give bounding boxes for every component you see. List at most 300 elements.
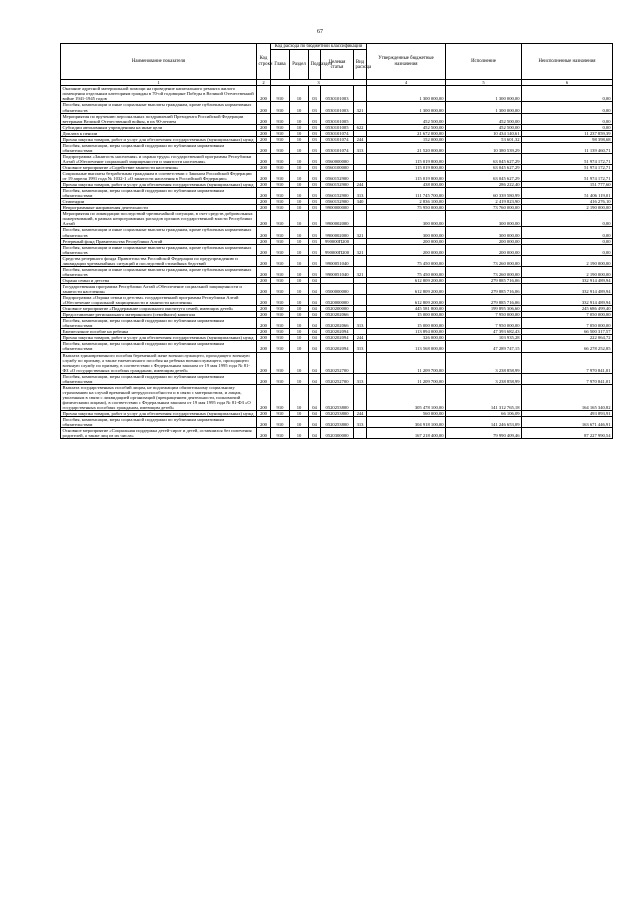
row-expense-type: 321 [354,244,367,255]
row-executed: 53 601,32 [446,136,522,142]
row-unexecuted: 11 237 859,39 [522,130,613,136]
row-subsection: 04 [309,411,321,417]
row-line-code: 200 [257,227,271,238]
row-approved: 115 019 800,00 [367,153,446,164]
row-approved: 1 300 000,00 [367,86,446,102]
row-expense-type [354,428,367,439]
row-line-code: 200 [257,102,271,113]
row-name: Пособия, компенсации, меры социальной поддержки по публичным нормативным обязательствам [61,373,257,384]
row-chapter: 910 [271,227,290,238]
row-subsection: 03 [309,182,321,188]
row-target: 0500000000 [321,283,354,294]
row-name: Ежемесячное пособие на ребенка [61,329,257,335]
table-row [61,102,613,113]
row-unexecuted: 51 974 172,71 [522,164,613,170]
row-line-code: 200 [257,86,271,102]
header-section: Раздел [290,50,309,80]
row-executed: 73 760 000,00 [446,205,522,211]
row-target: 0520202094 [321,329,354,335]
table-row [61,153,613,164]
row-section: 10 [290,182,309,188]
row-target: 0530101074 [321,142,354,153]
row-subsection: 04 [309,417,321,428]
row-expense-type: 244 [354,335,367,341]
column-number: 1 [61,80,257,86]
row-approved: 11 209 700,00 [367,352,446,373]
row-subsection: 03 [309,266,321,277]
row-executed: 300 000,00 [446,227,522,238]
row-unexecuted: 98 398,68 [522,136,613,142]
row-line-code: 200 [257,153,271,164]
row-name: Пособия, компенсации и иные социальные выплаты гражданам, кроме публичных нормативных обязательств [61,102,257,113]
row-executed: 452 500,00 [446,113,522,124]
table-row [61,428,613,439]
row-section: 10 [290,312,309,318]
row-chapter: 910 [271,329,290,335]
row-approved: 560 000,00 [367,411,446,417]
column-number: 4 [367,80,446,86]
table-row [61,417,613,428]
row-approved: 75 450 000,00 [367,266,446,277]
row-subsection: 03 [309,199,321,205]
row-section: 10 [290,277,309,283]
table-row [61,283,613,294]
row-chapter: 910 [271,318,290,329]
row-section: 10 [290,318,309,329]
row-section: 10 [290,384,309,410]
row-approved: 304 918 100,00 [367,417,446,428]
row-line-code: 200 [257,113,271,124]
row-target: 0560152900 [321,199,354,205]
table-row [61,188,613,199]
row-unexecuted: 7 050 000,00 [522,312,613,318]
row-name: Доплата к пенсии [61,130,257,136]
row-target: 0530101003 [321,86,354,102]
row-section: 10 [290,428,309,439]
row-subsection: 03 [309,124,321,130]
row-unexecuted: 222 064,72 [522,335,613,341]
row-line-code: 200 [257,417,271,428]
row-subsection: 03 [309,238,321,244]
row-target: 9900051040 [321,255,354,266]
row-chapter: 910 [271,417,290,428]
row-line-code: 200 [257,238,271,244]
row-target: 0560152900 [321,188,354,199]
row-line-code: 200 [257,182,271,188]
row-executed: 3 238 858,99 [446,352,522,373]
column-number: 5 [446,80,522,86]
row-target: 0560152900 [321,171,354,182]
row-chapter: 910 [271,171,290,182]
row-executed: 47 289 747,15 [446,341,522,352]
row-line-code: 200 [257,136,271,142]
row-section: 10 [290,102,309,113]
row-line-code: 200 [257,188,271,199]
row-section: 10 [290,199,309,205]
row-expense-type [354,255,367,266]
row-target: 0520202066 [321,312,354,318]
row-chapter: 910 [271,428,290,439]
row-expense-type: 321 [354,266,367,277]
row-subsection: 04 [309,295,321,306]
row-line-code: 200 [257,277,271,283]
row-chapter: 910 [271,411,290,417]
row-line-code: 200 [257,244,271,255]
row-target: 0530101003 [321,102,354,113]
table-row [61,113,613,124]
row-chapter: 910 [271,211,290,227]
row-line-code: 200 [257,373,271,384]
row-approved: 612 809 200,00 [367,277,446,283]
row-approved: 300 000,00 [367,227,446,238]
row-line-code: 200 [257,205,271,211]
header-target: Целевая статья [321,50,354,80]
row-expense-type: 313 [354,373,367,384]
row-chapter: 910 [271,86,290,102]
row-subsection: 04 [309,283,321,294]
row-expense-type: 313 [354,417,367,428]
header-executed: Исполнение [446,44,522,80]
row-expense-type: 244 [354,182,367,188]
row-chapter: 910 [271,142,290,153]
row-unexecuted: 0,00 [522,102,613,113]
row-executed: 3 238 858,99 [446,373,522,384]
row-unexecuted: 51 974 172,71 [522,153,613,164]
row-unexecuted: 332 914 489,94 [522,295,613,306]
row-subsection: 03 [309,136,321,142]
row-executed: 199 895 306,60 [446,306,522,312]
row-approved: 113 568 000,00 [367,341,446,352]
row-section: 10 [290,306,309,312]
row-chapter: 910 [271,283,290,294]
table-row [61,295,613,306]
row-unexecuted: 0,00 [522,238,613,244]
row-unexecuted: 0,00 [522,124,613,130]
row-target: 990000П200 [321,244,354,255]
row-approved: 305 478 100,00 [367,384,446,410]
row-chapter: 910 [271,352,290,373]
row-executed: 2 419 823,90 [446,199,522,205]
row-line-code: 200 [257,266,271,277]
row-target: 0520000000 [321,295,354,306]
row-expense-type: 313 [354,142,367,153]
row-target: 9900051040 [321,266,354,277]
row-name: Непрограммные направления деятельности [61,205,257,211]
row-executed: 47 393 682,43 [446,329,522,335]
row-expense-type: 313 [354,188,367,199]
row-expense-type [354,384,367,410]
row-name: Прочая закупка товаров, работ и услуг для обеспечения государственных (муниципальных) нужд [61,335,257,341]
row-unexecuted: 163 671 446,91 [522,417,613,428]
row-name: Выплата единовременного пособия беременной жене военнослужащего, проходящего военную службу по призыву, а также ежемесячного пособия на ребенка военнослужащего, проходящего военную службу по призыву, в соответствии с Федеральным законом от 19 мая 1995 года № 81-ФЗ «О государственных пособиях гражданам, имеющим детей» [61,352,257,373]
row-subsection: 03 [309,244,321,255]
row-chapter: 910 [271,199,290,205]
row-target: 0520252700 [321,352,354,373]
row-name: Пособия, компенсации и иные социальные выплаты гражданам, кроме публичных нормативных обязательств [61,244,257,255]
row-section: 10 [290,373,309,384]
row-approved: 300 000,00 [367,211,446,227]
row-approved: 115 019 800,00 [367,171,446,182]
row-section: 10 [290,124,309,130]
row-unexecuted: 0,00 [522,227,613,238]
row-chapter: 910 [271,312,290,318]
row-unexecuted: 66 278 252,85 [522,341,613,352]
row-unexecuted: 332 914 489,94 [522,283,613,294]
row-chapter: 910 [271,255,290,266]
table-row [61,244,613,255]
row-unexecuted: 2 190 000,00 [522,255,613,266]
row-target: 0520253800 [321,411,354,417]
row-target: 0530101074 [321,130,354,136]
row-executed: 279 885 716,06 [446,277,522,283]
row-line-code: 200 [257,335,271,341]
row-target: 0520202066 [321,318,354,329]
row-line-code: 200 [257,124,271,130]
row-executed: 63 045 627,29 [446,153,522,164]
row-executed: 7 950 000,00 [446,312,522,318]
row-target: 0520202094 [321,341,354,352]
row-section: 10 [290,205,309,211]
row-unexecuted: 2 190 000,00 [522,205,613,211]
row-unexecuted: 51 406 119,01 [522,188,613,199]
row-executed: 66 106,09 [446,411,522,417]
row-chapter: 910 [271,182,290,188]
header-expense-type: Вид расхода [354,50,367,80]
row-chapter: 910 [271,130,290,136]
row-expense-type [354,211,367,227]
row-expense-type [354,283,367,294]
row-section: 10 [290,130,309,136]
row-subsection: 04 [309,384,321,410]
row-unexecuted: 332 914 489,94 [522,277,613,283]
row-approved: 445 581 800,00 [367,306,446,312]
row-chapter: 910 [271,373,290,384]
row-section: 10 [290,244,309,255]
column-number: 6 [522,80,613,86]
row-name: Подпрограмма «Занятость населения» и охрана труда» государственной программы Республики Алтай «Обеспечение социальной защищенности и занятости населения» [61,153,257,164]
table-row [61,227,613,238]
row-approved: 452 500,00 [367,124,446,130]
row-approved: 152 000,00 [367,136,446,142]
row-executed: 1 300 000,00 [446,86,522,102]
header-name: Наименование показателя [61,44,257,80]
row-executed: 63 045 627,29 [446,171,522,182]
row-approved: 200 000,00 [367,244,446,255]
row-expense-type: 313 [354,318,367,329]
row-unexecuted: 66 500 317,57 [522,329,613,335]
table-row [61,266,613,277]
row-approved: 612 809 200,00 [367,295,446,306]
row-chapter: 910 [271,205,290,211]
row-name: Прочая закупка товаров, работ и услуг для обеспечения государственных (муниципальных) нужд [61,136,257,142]
header-line-code: Код строки [257,44,271,80]
row-chapter: 910 [271,238,290,244]
row-approved: 113 894 000,00 [367,329,446,335]
row-expense-type [354,352,367,373]
table-row [61,142,613,153]
row-approved: 111 745 700,00 [367,188,446,199]
table-row [61,352,613,373]
row-executed: 200 000,00 [446,244,522,255]
row-section: 10 [290,266,309,277]
row-target: 9900002000 [321,211,354,227]
row-chapter: 910 [271,102,290,113]
row-name: Пособия, компенсации, меры социальной поддержки по публичным нормативным обязательствам [61,417,257,428]
row-executed: 10 434 140,61 [446,130,522,136]
row-unexecuted: 7 970 841,01 [522,373,613,384]
row-name: Оказание адресной материальной помощи на проведение капитального ремонта жилого помещения отдельным категориям граждан в 70-ой годовщине Победы в Великой Отечественной войне 1941-1945 годов [61,86,257,102]
row-unexecuted: 0,00 [522,211,613,227]
row-name: Охрана семьи и детства [61,277,257,283]
row-executed: 300 000,00 [446,211,522,227]
row-chapter: 910 [271,113,290,124]
row-executed: 141 312 765,18 [446,384,522,410]
row-name: Предоставление регионального материнского (семейного) капитала [61,312,257,318]
row-approved: 115 019 800,00 [367,164,446,170]
row-unexecuted: 164 165 340,82 [522,384,613,410]
row-chapter: 910 [271,277,290,283]
row-approved: 21 672 000,00 [367,130,446,136]
row-executed: 73 260 000,00 [446,266,522,277]
row-subsection: 03 [309,86,321,102]
row-target: 0560152900 [321,182,354,188]
row-executed: 73 260 000,00 [446,255,522,266]
row-chapter: 910 [271,244,290,255]
row-approved: 612 809 200,00 [367,283,446,294]
row-expense-type: 340 [354,199,367,205]
row-executed: 200 000,00 [446,238,522,244]
row-chapter: 910 [271,384,290,410]
row-line-code: 200 [257,329,271,335]
row-target: 0560000000 [321,153,354,164]
table-row [61,255,613,266]
table-row [61,384,613,410]
header-unexecuted: Неисполненные назначения [522,44,613,80]
row-name: Пособия, компенсации, меры социальной поддержки по публичным нормативным обязательствам [61,188,257,199]
row-subsection: 04 [309,428,321,439]
row-approved: 75 950 000,00 [367,205,446,211]
row-executed: 63 045 627,29 [446,164,522,170]
row-unexecuted: 245 686 499,40 [522,306,613,312]
row-unexecuted: 0,00 [522,113,613,124]
row-section: 10 [290,341,309,352]
row-subsection: 03 [309,130,321,136]
row-unexecuted: 11 139 460,71 [522,142,613,153]
row-section: 10 [290,255,309,266]
row-line-code: 200 [257,199,271,205]
row-unexecuted: 493 893,91 [522,411,613,417]
row-subsection: 04 [309,306,321,312]
row-target: 0520253800 [321,384,354,410]
row-expense-type [354,153,367,164]
row-approved: 326 000,00 [367,335,446,341]
row-chapter: 910 [271,266,290,277]
row-line-code: 200 [257,341,271,352]
header-approved: Утвержденные бюджетные назначения [367,44,446,80]
column-number: 3 [271,80,367,86]
header-chapter: Глава [271,50,290,80]
row-subsection: 04 [309,318,321,329]
header-subsection: Подраздел [309,50,321,80]
row-approved: 200 000,00 [367,238,446,244]
row-subsection: 03 [309,227,321,238]
row-subsection: 03 [309,153,321,164]
row-chapter: 910 [271,124,290,130]
row-section: 10 [290,113,309,124]
row-unexecuted: 87 227 990,54 [522,428,613,439]
row-subsection: 04 [309,335,321,341]
row-name: Основное мероприятие «Социальная поддержка детей-сирот и детей, оставшихся без попечения родителей, а также лиц из их числа» [61,428,257,439]
row-target: 0530101074 [321,136,354,142]
row-name: Прочая закупка товаров, работ и услуг для обеспечения государственных (муниципальных) нужд [61,411,257,417]
row-subsection: 04 [309,312,321,318]
row-unexecuted: 2 190 000,00 [522,266,613,277]
row-approved: 2 836 100,00 [367,199,446,205]
row-target: 0530101005 [321,124,354,130]
table-row [61,341,613,352]
row-name: Пособия, компенсации, меры социальной поддержки по публичным нормативным обязательствам [61,142,257,153]
row-name: Подпрограмма «Охрана семьи и детства» государственной программы Республики Алтай «Обеспечение социальной защищенности и занятости населения» [61,295,257,306]
row-section: 10 [290,211,309,227]
row-chapter: 910 [271,153,290,164]
row-section: 10 [290,188,309,199]
row-line-code: 200 [257,352,271,373]
row-line-code: 200 [257,164,271,170]
row-unexecuted: 7 970 841,01 [522,352,613,373]
row-section: 10 [290,352,309,373]
row-line-code: 200 [257,384,271,410]
row-approved: 15 000 000,00 [367,312,446,318]
row-line-code: 200 [257,142,271,153]
row-line-code: 200 [257,255,271,266]
row-expense-type: 622 [354,124,367,130]
row-unexecuted: 7 050 000,00 [522,318,613,329]
row-line-code: 200 [257,411,271,417]
row-section: 10 [290,164,309,170]
row-expense-type: 321 [354,227,367,238]
row-name: Мероприятия по ликвидации последствий чрезвычайной ситуации, в счет средств добровольных пожертвований, в рамках непрограммных расходов органов государственной власти Республики Алтай [61,211,257,227]
row-chapter: 910 [271,335,290,341]
row-approved: 438 000,00 [367,182,446,188]
row-name: Пособия, компенсации, меры социальной поддержки по публичным нормативным обязательствам [61,341,257,352]
column-number: 2 [257,80,271,86]
row-section: 10 [290,227,309,238]
table-row [61,86,613,102]
row-name: Основное мероприятие «Поддержание социального института семей, имеющих детей» [61,306,257,312]
row-chapter: 910 [271,306,290,312]
row-executed: 452 500,00 [446,124,522,130]
row-approved: 452 500,00 [367,113,446,124]
row-chapter: 910 [271,188,290,199]
row-subsection: 03 [309,142,321,153]
row-target: 990000П200 [321,238,354,244]
row-approved: 75 450 000,00 [367,255,446,266]
header-classification-group: Код расхода по бюджетной классификации [271,44,367,50]
row-section: 10 [290,142,309,153]
row-subsection: 03 [309,164,321,170]
row-unexecuted: 51 974 172,71 [522,171,613,182]
table-row [61,211,613,227]
row-expense-type [354,295,367,306]
row-line-code: 200 [257,171,271,182]
row-unexecuted: 0,00 [522,86,613,102]
row-target: 0520200000 [321,306,354,312]
row-section: 10 [290,171,309,182]
row-section: 10 [290,329,309,335]
row-section: 10 [290,417,309,428]
row-target: 0520202094 [321,335,354,341]
row-executed: 286 222,40 [446,182,522,188]
